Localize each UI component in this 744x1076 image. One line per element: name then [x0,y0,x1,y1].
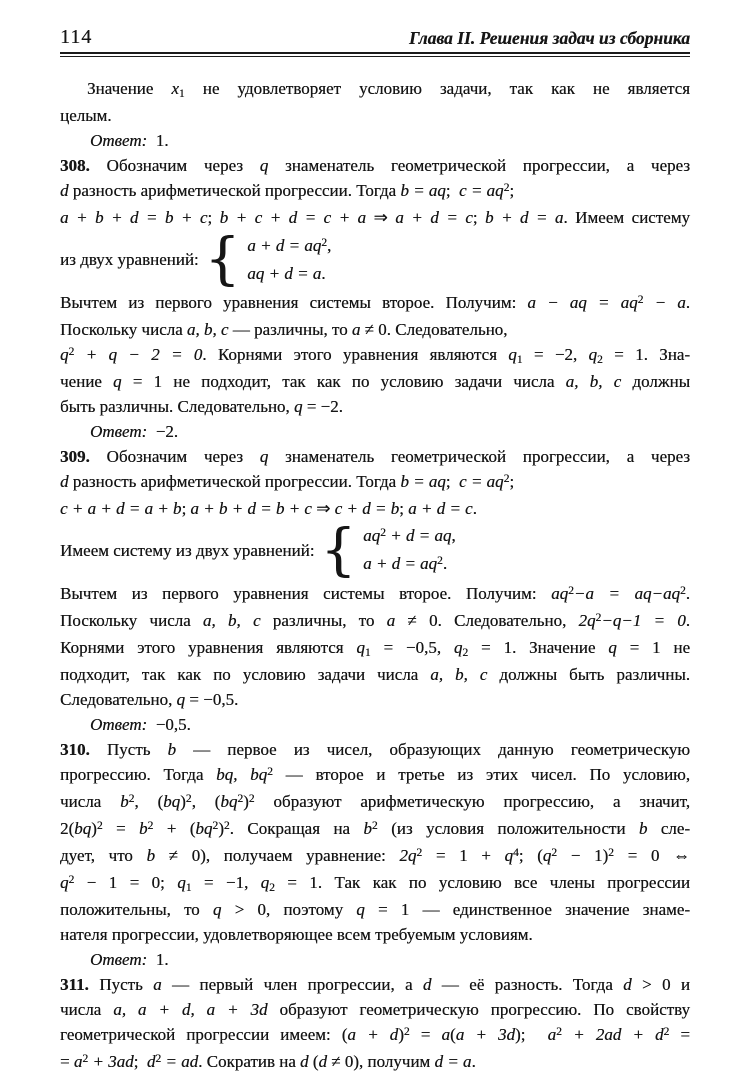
equation-line [363,523,455,551]
text-run: q [259,156,269,175]
text-run: числа [60,792,121,811]
text-run: = 1. Значение [468,638,609,657]
text-run: ; ( [518,846,543,865]
text-run: 1. [147,131,169,150]
text-run: a + d = aq [247,236,322,255]
text-run: q [588,345,598,364]
text-run: 2 [269,881,275,895]
text-run: 2q [399,846,417,865]
equation-line [247,233,331,261]
problem-number: 311. [60,975,89,994]
text-line [60,687,690,712]
text-run: d [60,472,69,491]
text-run: ; [399,499,409,518]
text-run: a + d [347,1025,399,1044]
problem-number: 309. [60,447,90,466]
text-run: q [60,873,69,892]
text-run: (из условия положительности [377,819,639,838]
text-run: −q−1 = 0 [601,611,686,630]
text-run: 2 [96,818,103,832]
text-run: b [139,819,148,838]
text-line [60,972,690,997]
text-line [60,789,690,816]
text-line [60,369,690,394]
text-run: bq [163,792,181,811]
text-run: aq + d = a [247,264,322,283]
text-run: образуют геометрическую прогрессию. По свойству [267,1000,690,1019]
text-run: = ad [161,1052,199,1071]
text-run: = 1 не подходит, так как по условию задачи числа [121,372,566,391]
text-run: 2 [371,818,378,832]
text-run: > 0, поэтому [221,900,357,919]
header-rule [60,52,690,57]
page-number: 114 [60,26,93,48]
text-run: 2 [608,845,614,859]
text-line [60,1022,690,1049]
problem-number: 308. [60,156,90,175]
text-run: 1 [516,353,523,367]
text-run: дует, что [60,846,147,865]
text-run: = 1. Так как по условию все члены прогрессии [274,873,690,892]
text-run: образуют арифметическую прогрессию, а значит, [254,792,690,811]
solution-paragraph [60,444,690,712]
text-run: ; [472,208,485,227]
solution-paragraph [60,737,690,947]
text-run: ≠ 0), получаем уравнение: [154,846,400,865]
text-run: Обозначим через [89,447,260,466]
text-run: , [451,526,456,545]
text-run: 2 [637,292,644,306]
text-run: ⇒ [366,208,396,227]
text-run: ; [207,208,220,227]
text-run: 2 [437,553,443,567]
text-run: 4 [512,845,519,859]
text-run: a [547,1025,557,1044]
text-run: 1 [178,87,185,101]
text-run: −2. [147,422,179,441]
text-run: d [146,1052,156,1071]
text-run: = −1, [191,873,261,892]
text-run: = 1 не [616,638,691,657]
chapter-title: Глава II. Решения задач из сборника [408,28,690,48]
text-run: + 2ad + d [561,1025,664,1044]
equation-line [363,551,455,579]
text-run: Ответ: [90,422,148,441]
text-run: q [608,638,617,657]
text-run: a, a + d, a + 3d [113,1000,268,1019]
text-run: q [542,846,552,865]
text-run: 2 [267,764,273,778]
text-run: q [356,638,365,657]
text-run: Ответ: [90,715,148,734]
text-line [60,153,690,178]
answer-line [60,712,690,737]
answer-text [60,947,690,972]
text-run: Пусть [89,740,168,759]
text-run: = [60,1052,74,1071]
text-run: = −0,5, [370,638,454,657]
text-run: разность арифметической прогрессии. Тогда [68,181,401,200]
text-run: . [685,584,690,603]
text-run: q [504,846,513,865]
text-run: 2 [403,1024,410,1038]
text-run: > 0 и [631,975,690,994]
text-run: Вычтем из первого уравнения системы второе. Получим: [60,584,552,603]
text-run: Следовательно, [60,690,177,709]
text-run: 2 [663,1024,670,1038]
text-run: быть различны. Следовательно, [60,397,294,416]
text-run: сле- [647,819,690,838]
text-line [60,444,690,469]
text-line [60,897,690,922]
text-run: = 0 ⇔ [613,846,690,865]
text-run: a [441,1025,451,1044]
text-run: знаменатель геометрической прогрессии, а через [268,447,690,466]
text-run: геометрической прогрессии имеем: ( [60,1025,348,1044]
text-run: 1 [364,646,371,660]
text-run: x [171,79,179,98]
text-run: c + d = b [334,499,400,518]
text-run: q [176,690,186,709]
text-run: ; [445,472,460,491]
text-run: нателя прогрессии, удовлетворяющее всем требуемым условиям. [60,925,533,944]
system-intro [60,250,199,270]
text-run: должны быть различны. [487,665,690,684]
text-run: Ответ: [90,131,148,150]
text-run: = −2, [522,345,589,364]
text-run: , ( [191,792,221,811]
text-line [60,342,690,369]
text-run: a [153,975,162,994]
text-run: 2( [60,819,75,838]
page-header [60,26,690,49]
text-run: 2 [68,872,75,886]
text-line [60,469,690,496]
text-run: q [60,345,69,364]
text-run: из двух уравнений: [60,250,199,269]
text-run: bq [220,792,238,811]
system-brace-icon: { [320,518,357,583]
text-run: 2 [503,180,510,194]
text-run: . [685,293,690,312]
text-line [60,922,690,947]
text-line [60,76,690,103]
text-run: aq [551,584,569,603]
text-run: q [113,372,122,391]
text-run: a, b, c [202,611,261,630]
system-brace-icon: { [204,227,241,292]
text-run: a [351,320,361,339]
document-body [60,76,690,1076]
text-run: = −0,5. [185,690,239,709]
text-line [60,496,690,521]
text-run: d [318,1052,327,1071]
text-run: — различны, то [228,320,352,339]
system-equations [247,233,331,287]
text-run: bq [74,819,92,838]
text-run: 2 [68,344,75,358]
text-run: −0,5. [147,715,191,734]
text-run: ) [243,792,249,811]
text-run: 1. [147,950,169,969]
text-run: + 3ad [88,1052,134,1071]
solution-paragraph [60,76,690,128]
text-run: bq, bq [216,765,268,784]
answer-line [60,128,690,153]
text-run: Поскольку числа [60,320,187,339]
text-run: . Имеем систему [563,208,690,227]
text-run: целым. [60,106,112,125]
text-line [60,290,690,317]
text-run: a + b + d = b + c [190,499,312,518]
text-run: 2 [380,525,386,539]
text-run: d [300,1052,309,1071]
text-run: b + c + d = c + a [219,208,367,227]
text-line [60,997,690,1022]
text-run: ; [181,499,191,518]
answer-line [60,419,690,444]
text-run: различны, то [260,611,387,630]
equation-line [247,261,331,287]
text-line [60,762,690,789]
text-line [60,843,690,870]
text-run: 2 [128,791,135,805]
text-run: 2 [82,1051,89,1065]
text-run: a, b, c [565,372,622,391]
text-run: + d = aq [385,526,452,545]
text-run: не удовлетворяет условию задачи, так как не является [184,79,690,98]
text-run: ; [133,1052,147,1071]
text-run: = −2. [302,397,343,416]
text-run: q [177,873,186,892]
text-run: . [471,1052,476,1071]
text-run: Вычтем из первого уравнения системы второе. Получим: [60,293,528,312]
text-run: d [60,181,69,200]
answer-line [60,947,690,972]
text-run: + ( [153,819,196,838]
text-run: d = a [434,1052,472,1071]
text-run: ( [308,1052,319,1071]
text-run: = 1 — единственное значение знаме- [364,900,690,919]
answer-text [60,419,690,444]
text-run: q [293,397,303,416]
text-run: a [386,611,396,630]
text-run: прогрессию. Тогда [60,765,217,784]
text-run: , ( [134,792,164,811]
text-run: a + d = aq [363,554,438,573]
text-run: b [638,819,648,838]
text-run: 2 [597,353,603,367]
equation-system [60,518,690,583]
text-run: b = aq [400,472,446,491]
text-run: a + 3d [455,1025,515,1044]
text-run: bq [195,819,213,838]
text-run: q [453,638,463,657]
text-run: a + b + d = b + c [60,208,208,227]
text-run: d [422,975,432,994]
text-run: знаменатель геометрической прогрессии, а через [268,156,690,175]
text-run: должны [621,372,691,391]
text-run: 2 [147,818,154,832]
text-run: подходит, так как по условию задачи числа [60,665,431,684]
text-run: Поскольку числа [60,611,203,630]
text-run: −a = aq−aq [573,584,680,603]
text-run: ; [509,472,515,491]
text-run: = [409,1025,442,1044]
text-run: Пусть [88,975,154,994]
text-run: ) [218,819,224,838]
text-run: a, b, c [186,320,229,339]
text-run: 2 [248,791,255,805]
text-run: − 1) [557,846,609,865]
text-run: c = aq [459,181,504,200]
system-intro [60,541,314,561]
text-run: 2 [185,791,192,805]
text-run: b = aq [400,181,446,200]
text-run: 2 [321,235,328,249]
text-line [60,581,690,608]
text-run: + q − 2 = 0 [74,345,203,364]
text-run: ); [514,1025,548,1044]
text-run: Обозначим через [89,156,260,175]
text-run: 2 [223,818,230,832]
text-line [60,178,690,205]
text-run: a + d = c [395,208,473,227]
text-run: q [508,345,517,364]
text-run: 2 [237,791,244,805]
text-run: Имеем систему из двух уравнений: [60,541,315,560]
solution-paragraph [60,972,690,1076]
text-run: q [212,900,222,919]
text-run: . [321,264,326,283]
equation-system [60,227,690,292]
text-line [60,317,690,342]
text-run: b [363,819,372,838]
text-line [60,205,690,230]
text-line [60,737,690,762]
text-run: . Корнями этого уравнения являются [202,345,509,364]
text-run: aq [363,526,381,545]
text-run: 2 [595,610,602,624]
text-run: q [260,873,270,892]
text-run: ( [450,1025,456,1044]
text-run: Корнями этого уравнения являются [60,638,357,657]
text-run: 2 [416,845,423,859]
answer-text [60,128,690,153]
text-run: b [167,740,177,759]
text-run: q [259,447,269,466]
text-run: b [146,846,155,865]
text-run: . Сокращая на [229,819,364,838]
text-run: − 1 = 0; [74,873,178,892]
text-run: ≠ 0. Следовательно, [395,611,579,630]
text-run: чение [60,372,114,391]
text-run: ⇒ [311,499,335,518]
problem-number: 310. [60,740,90,759]
text-run: ≠ 0), получим [326,1052,435,1071]
text-run: a [73,1052,83,1071]
text-run: ≠ 0. Следовательно, [360,320,508,339]
text-run: ) [91,819,97,838]
text-run: — первое из чисел, образующих данную геометрическую [176,740,690,759]
text-run: . Сократив на [198,1052,301,1071]
solution-paragraph [60,153,690,419]
text-run: 1 [185,881,192,895]
text-run: = [102,819,140,838]
text-run: c = aq [459,472,504,491]
text-run: 2 [551,845,558,859]
text-run: . [472,499,477,518]
text-run: 2 [212,818,219,832]
text-run: ) [398,1025,404,1044]
text-line [60,870,690,897]
text-run: 2 [679,583,686,597]
text-run: числа [60,1000,114,1019]
text-line [60,635,690,662]
text-run: − a [643,293,686,312]
text-run: 2 [155,1051,162,1065]
text-run: = [669,1025,690,1044]
system-equations [363,523,455,579]
text-run: 2 [556,1024,562,1038]
text-run: = 1 + [422,846,505,865]
text-run: a + d = c [408,499,473,518]
text-run: Значение [87,79,172,98]
text-run: 2 [568,583,574,597]
text-run: a − aq = aq [527,293,638,312]
text-run: 2q [578,611,596,630]
text-run: b + d = a [484,208,564,227]
text-run: разность арифметической прогрессии. Тогда [68,472,401,491]
text-run: d [623,975,632,994]
text-line [60,662,690,687]
text-run: a, b, c [430,665,488,684]
text-run: ; [445,181,460,200]
text-run: Ответ: [90,950,148,969]
text-run: = 1. Зна- [602,345,691,364]
answer-text [60,712,690,737]
text-run: . [685,611,691,630]
text-run: c + a + d = a + b [60,499,182,518]
text-run: q [356,900,365,919]
text-run: b [120,792,129,811]
text-line [60,816,690,843]
text-run: — второе и третье из этих чисел. По условию, [272,765,691,784]
text-run: — первый член прогрессии, а [161,975,423,994]
text-run: ; [509,181,515,200]
text-run: положительны, то [60,900,213,919]
text-line [60,103,690,128]
text-line [60,394,690,419]
text-run: ) [180,792,186,811]
text-run: 2 [503,471,510,485]
text-run: . [442,554,448,573]
text-run: , [327,236,332,255]
text-run: 2 [462,646,469,660]
text-line [60,608,690,635]
text-run: — её разность. Тогда [431,975,624,994]
text-line [60,1049,690,1076]
